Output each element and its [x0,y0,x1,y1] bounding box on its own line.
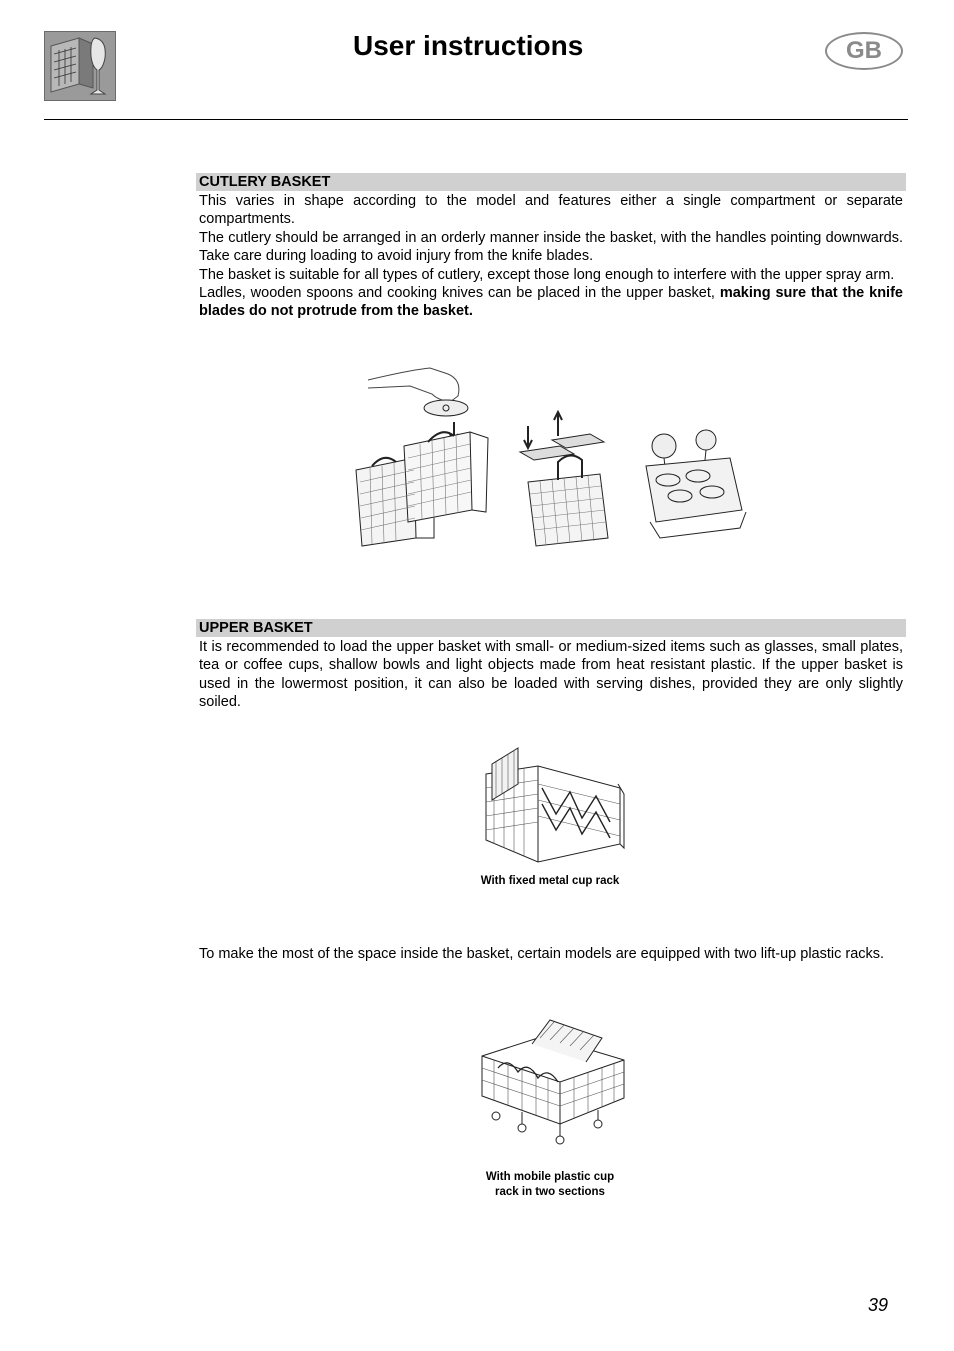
lift-up-racks-text [199,945,903,963]
cutlery-basket-text [199,192,903,321]
upper-basket-heading: UPPER BASKET [196,619,906,637]
fixed-cup-rack-caption: With fixed metal cup rack [480,875,620,887]
cutlery-paragraph-2: The cutlery should be arranged in an orderly manner inside the basket, with the handles pointing downwards. Take care during loading to avoid injury from the knife blades. [199,229,903,265]
cutlery-paragraph-4 [199,284,903,321]
cutlery-paragraph-3: The basket is suitable for all types of cutlery, except those long enough to interfere with the upper spray arm. [199,266,895,283]
upper-basket-text [199,638,903,712]
mobile-cup-rack-caption-line-1: With mobile plastic cup [485,1171,615,1183]
cutlery-paragraph-1: This varies in shape according to the model and features either a single compartment or separate compartments. [199,193,903,228]
dishwasher-icon [44,31,116,101]
language-badge: GB [825,32,903,70]
mobile-cup-rack-caption-line-2: rack in two sections [495,1186,605,1198]
page-number: 39 [868,1295,889,1315]
upper-paragraph-2: To make the most of the space inside the basket, certain models are equipped with two lift-up plastic racks. [199,946,885,962]
page-title: User instructions [353,30,584,61]
header-divider [44,119,908,120]
mobile-cup-rack-caption [440,1170,660,1200]
upper-paragraph-1: It is recommended to load the upper basket with small- or medium-sized items such as glasses, small plates, tea or coffee cups, shallow bowls and light objects made from heat resistant plastic. If the upper basket is used in the lowermost position, it can also be loaded with serving dishes, provided they are only slightly soiled. [199,639,903,711]
cutlery-basket-illustration [350,362,755,548]
cutlery-basket-heading: CUTLERY BASKET [196,173,906,191]
cutlery-paragraph-4-bold: making sure that the knife blades do not protrude from the basket. [199,285,903,320]
cutlery-paragraph-4-normal: Ladles, wooden spoons and cooking knives can be placed in the upper basket, [199,285,720,302]
fixed-cup-rack-illustration [478,744,628,864]
mobile-cup-rack-illustration [478,1016,628,1148]
